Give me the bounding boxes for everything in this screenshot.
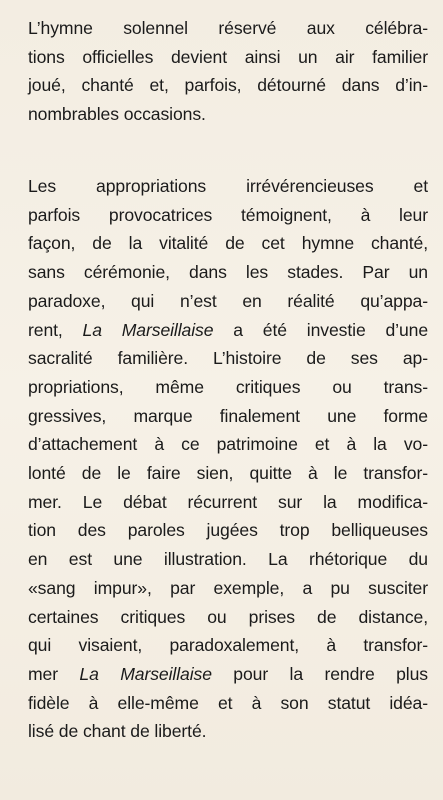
text-run: propriations, même critiques ou trans- bbox=[28, 376, 428, 397]
text-run: rent, bbox=[28, 319, 83, 340]
text-line: nombrables occasions. bbox=[28, 104, 206, 125]
title-italic: La Marseillaise bbox=[79, 663, 212, 684]
text-line bbox=[28, 201, 428, 230]
text-run: fidèle à elle-même et à son statut idéa- bbox=[28, 692, 428, 713]
text-line bbox=[28, 430, 428, 459]
text-line bbox=[28, 172, 428, 201]
text-run: sans cérémonie, dans les stades. Par un bbox=[28, 262, 428, 283]
text-run: en est une illustration. La rhétorique du bbox=[28, 549, 428, 570]
text-line bbox=[28, 689, 428, 718]
text-line bbox=[28, 316, 428, 345]
text-run: d’attachement à ce patrimoine et à la vo- bbox=[28, 434, 428, 455]
text-line bbox=[28, 344, 428, 373]
text-run: pour la rendre plus bbox=[211, 663, 428, 684]
text-line bbox=[28, 258, 428, 287]
text-line: L’hymne solennel réservé aux célébra- bbox=[28, 18, 428, 38]
text-run: paradoxe, qui n’est en réalité qu’appa- bbox=[28, 290, 428, 311]
paragraph-2 bbox=[28, 172, 428, 746]
text-run: parfois provocatrices témoignent, à leur bbox=[28, 204, 428, 225]
text-run: «sang impur», par exemple, a pu susciter bbox=[28, 577, 428, 598]
text-line bbox=[28, 717, 428, 746]
text-run: tion des paroles jugées trop belliqueuses bbox=[28, 520, 428, 541]
text-line bbox=[28, 229, 428, 258]
text-line bbox=[28, 488, 428, 517]
text-run: sacralité familière. L’histoire de ses ap- bbox=[28, 348, 428, 369]
text-line bbox=[28, 459, 428, 488]
text-run: a été investie d’une bbox=[213, 319, 429, 340]
text-line bbox=[28, 603, 428, 632]
text-run: mer. Le débat récurrent sur la modifica- bbox=[28, 491, 428, 512]
text-line bbox=[28, 545, 428, 574]
text-run: lisé de chant de liberté. bbox=[28, 721, 207, 742]
text-line bbox=[28, 373, 428, 402]
text-line bbox=[28, 660, 428, 689]
text-line: joué, chanté et, parfois, détourné dans d’in- bbox=[28, 75, 428, 96]
text-line: tions officielles devient ainsi un air familier bbox=[28, 46, 428, 67]
title-italic: La Marseillaise bbox=[82, 319, 214, 340]
text-run: certaines critiques ou prises de distance, bbox=[28, 606, 428, 627]
text-run: Les appropriations irrévérencieuses et bbox=[28, 176, 428, 196]
text-run: façon, de la vitalité de cet hymne chanté, bbox=[28, 233, 428, 254]
text-line bbox=[28, 402, 428, 431]
text-run: qui visaient, paradoxalement, à transfor- bbox=[28, 635, 428, 656]
text-line bbox=[28, 574, 428, 603]
text-run: mer bbox=[28, 663, 80, 684]
text-run: lonté de le faire sien, quitte à le transfor- bbox=[28, 463, 428, 484]
paragraph-1 bbox=[28, 14, 428, 129]
text-run: gressives, marque finalement une forme bbox=[28, 405, 428, 426]
text-line bbox=[28, 631, 428, 660]
text-line bbox=[28, 516, 428, 545]
text-line bbox=[28, 287, 428, 316]
